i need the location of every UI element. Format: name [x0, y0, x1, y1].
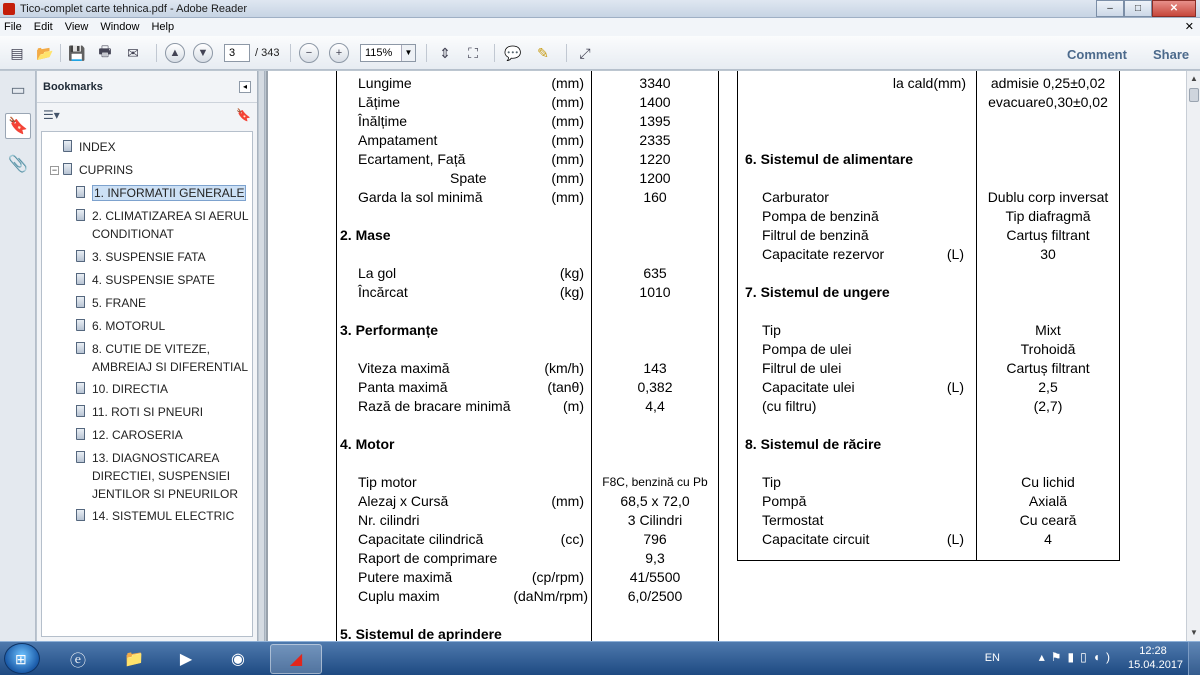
spec-label: la cald(mm)	[892, 75, 966, 91]
spec-value: 9,3	[645, 550, 665, 566]
spec-label: Pompă	[762, 493, 807, 509]
spec-unit: (m)	[563, 398, 584, 414]
spec-value: 1400	[639, 94, 671, 110]
bookmark-icon	[76, 296, 85, 308]
scroll-down-icon[interactable]: ▼	[1190, 628, 1198, 637]
spec-value: 4	[1044, 531, 1052, 547]
chrome-icon[interactable]: ◉	[231, 651, 245, 668]
spec-value: 68,5 x 72,0	[620, 493, 690, 509]
spec-value: 3 Cilindri	[627, 512, 683, 528]
navigation-pane	[0, 71, 36, 641]
spec-label: Tip	[762, 322, 781, 338]
bookmark-motorul[interactable]: 6. MOTORUL	[92, 317, 165, 335]
spec-label: Tip motor	[358, 474, 417, 490]
bookmark-icon	[76, 342, 85, 354]
zoom-select[interactable]	[360, 44, 416, 62]
file-explorer-icon[interactable]: 📁	[124, 651, 144, 668]
spec-label: Înălțime	[358, 113, 408, 129]
spec-value: Cartuș filtrant	[1006, 227, 1090, 243]
system-tray-icons[interactable]: ▴⚑▮▯◖)	[1038, 650, 1116, 664]
spec-value: 1200	[639, 170, 671, 186]
table-border	[718, 71, 719, 641]
page-total: / 343	[255, 47, 280, 59]
close-button[interactable]: ✕	[1152, 0, 1196, 17]
table-border	[737, 560, 1120, 561]
spec-unit: (kg)	[559, 284, 584, 300]
spec-value: 30	[1040, 246, 1056, 262]
spec-label: Capacitate ulei	[762, 379, 855, 395]
spec-label: Termostat	[762, 512, 824, 528]
spec-label: Panta maximă	[358, 379, 448, 395]
zoom-value: 115%	[365, 47, 393, 59]
spec-label: Cuplu maxim	[358, 588, 440, 604]
bookmark-icon	[76, 186, 85, 198]
spec-value: 2,5	[1038, 379, 1058, 395]
spec-label: Filtrul de benzină	[762, 227, 869, 243]
chevron-down-icon: ▼	[401, 45, 415, 61]
spec-unit: (L)	[946, 531, 964, 547]
scroll-up-icon[interactable]: ▲	[1190, 74, 1198, 83]
spec-unit: (L)	[946, 246, 964, 262]
section-heading: 2. Mase	[340, 227, 391, 243]
open-icon[interactable]: 📂	[36, 44, 54, 61]
spec-label: (cu filtru)	[762, 398, 817, 414]
collapse-panel-button[interactable]: ◂	[239, 81, 251, 93]
spec-value: Dublu corp inversat	[987, 189, 1109, 205]
spec-value: Axială	[1028, 493, 1068, 509]
spec-label: Încărcat	[358, 284, 408, 300]
bookmarks-header	[37, 71, 257, 103]
previous-page-button[interactable]	[164, 42, 186, 64]
spec-value: 2335	[639, 132, 671, 148]
bookmark-climatizarea[interactable]: 2. CLIMATIZAREA SI AERUL	[92, 207, 249, 225]
language-indicator[interactable]: EN	[984, 652, 1000, 664]
bookmarks-list	[41, 131, 253, 637]
spec-value: 4,4	[645, 398, 665, 414]
bookmarks-panel	[37, 71, 258, 641]
bookmark-suspensie-fata[interactable]: 3. SUSPENSIE FATA	[92, 248, 206, 266]
spec-value: 1395	[639, 113, 671, 129]
bookmark-icon	[76, 273, 85, 285]
spec-value: 0,382	[637, 379, 673, 395]
expand-icon[interactable]: ⤢	[579, 44, 591, 61]
scroll-thumb[interactable]	[1189, 88, 1199, 102]
spec-value: 6,0/2500	[627, 588, 683, 604]
bookmark-diagnosticarea-line3[interactable]: JENTILOR SI PNEURILOR	[92, 487, 239, 501]
spec-label: Capacitate circuit	[762, 531, 870, 547]
show-desktop-button[interactable]	[1188, 642, 1200, 675]
spec-label: Rază de bracare minimă	[358, 398, 511, 414]
options-menu-icon[interactable]: ☰▾	[43, 108, 60, 122]
bookmark-icon	[76, 509, 85, 521]
bookmark-icon	[76, 250, 85, 262]
spec-value: 1220	[639, 151, 671, 167]
bookmark-climatizarea-line2[interactable]: CONDITIONAT	[92, 227, 174, 241]
bookmark-directia[interactable]: 10. DIRECTIA	[92, 380, 168, 398]
arrow-up-icon: ▲	[165, 43, 185, 63]
spec-unit: (mm)	[551, 113, 584, 129]
spec-label: La gol	[358, 265, 397, 281]
bookmark-diagnosticarea[interactable]: 13. DIAGNOSTICAREA	[92, 449, 219, 467]
spec-label: Capacitate rezervor	[762, 246, 885, 262]
bookmark-caroseria[interactable]: 12. CAROSERIA	[92, 426, 183, 444]
spec-unit: (mm)	[551, 189, 584, 205]
spec-unit: (L)	[946, 379, 964, 395]
section-heading: 3. Performanțe	[340, 322, 439, 338]
spec-unit: (km/h)	[544, 360, 584, 376]
comment-bubble-icon[interactable]: 💬	[504, 44, 522, 61]
spec-value: Cu ceară	[1019, 512, 1077, 528]
spec-value: F8C, benzină cu Pb	[602, 475, 708, 489]
maximize-button[interactable]: □	[1124, 0, 1152, 17]
menu-bar	[0, 18, 1200, 36]
menu-help[interactable]: Help	[151, 21, 175, 33]
spec-label: Spate	[450, 170, 487, 186]
spec-value: 41/5500	[629, 569, 681, 585]
next-page-button[interactable]	[192, 42, 214, 64]
bookmarks-icon[interactable]: 🔖	[5, 113, 31, 139]
menu-file[interactable]: File	[4, 21, 22, 33]
section-heading: 5. Sistemul de aprindere	[340, 626, 502, 641]
document-view[interactable]	[266, 71, 1186, 641]
spec-value: admisie 0,25±0,02	[990, 75, 1106, 91]
bookmarks-tools	[37, 103, 257, 129]
title-bar	[0, 0, 1200, 18]
spec-label: Viteza maximă	[358, 360, 450, 376]
bookmark-icon	[63, 140, 72, 152]
spec-unit: (tanθ)	[547, 379, 584, 395]
table-border	[737, 71, 738, 561]
spec-unit: (mm)	[551, 151, 584, 167]
spec-value: Cu lichid	[1021, 474, 1075, 490]
toolbar	[0, 36, 1200, 70]
spec-unit: (cc)	[560, 531, 584, 547]
menu-window[interactable]: Window	[100, 21, 140, 33]
comment-button[interactable]: Comment	[1067, 47, 1127, 62]
spec-label: Pompa de benzină	[762, 208, 879, 224]
adobe-reader-icon	[3, 3, 15, 15]
spec-label: Carburator	[762, 189, 829, 205]
spec-value: Trohoidă	[1020, 341, 1076, 357]
create-pdf-icon[interactable]: ▤	[10, 44, 24, 61]
spec-label: Pompa de ulei	[762, 341, 852, 357]
start-button[interactable]	[4, 643, 40, 674]
clock-time: 12:28	[1139, 645, 1167, 657]
bookmark-suspensie-spate[interactable]: 4. SUSPENSIE SPATE	[92, 271, 215, 289]
section-heading: 8. Sistemul de răcire	[745, 436, 882, 452]
document-close-icon[interactable]: ✕	[1184, 21, 1194, 33]
bookmark-icon	[63, 163, 72, 175]
media-player-icon[interactable]: ▶	[179, 651, 193, 668]
spec-value: 796	[643, 531, 667, 547]
spec-value: Tip diafragmă	[1005, 208, 1091, 224]
plus-icon: +	[329, 43, 349, 63]
bookmark-frane[interactable]: 5. FRANE	[92, 294, 146, 312]
bookmark-icon	[76, 428, 85, 440]
share-button[interactable]: Share	[1153, 47, 1190, 62]
menu-edit[interactable]: Edit	[33, 21, 53, 33]
table-border	[1119, 71, 1120, 561]
bookmark-index[interactable]: INDEX	[79, 138, 116, 156]
spec-label: Ampatament	[358, 132, 438, 148]
table-border	[336, 71, 337, 641]
spec-value: Cartuș filtrant	[1006, 360, 1090, 376]
email-icon[interactable]: ✉	[127, 44, 139, 61]
page-number-input[interactable]: 3	[224, 44, 250, 62]
zoom-in-button[interactable]	[328, 42, 350, 64]
spec-unit: (mm)	[551, 132, 584, 148]
spec-unit: (mm)	[551, 493, 584, 509]
spec-value: 1010	[639, 284, 671, 300]
spec-label: Lățime	[358, 94, 401, 110]
bookmark-icon	[76, 405, 85, 417]
bookmark-informatii-generale[interactable]: 1. INFORMATII GENERALE	[92, 184, 246, 202]
spec-value: evacuare0,30±0,02	[988, 94, 1108, 110]
bookmarks-title: Bookmarks	[43, 81, 103, 93]
spec-value: 3340	[639, 75, 671, 91]
spec-label: Lungime	[358, 75, 412, 91]
minimize-button[interactable]: –	[1096, 0, 1124, 17]
minus-icon: −	[299, 43, 319, 63]
spec-label: Garda la sol minimă	[358, 189, 483, 205]
bookmark-icon	[76, 319, 85, 331]
spec-label: Putere maximă	[358, 569, 453, 585]
spec-value: 635	[643, 265, 667, 281]
arrow-down-icon: ▼	[193, 43, 213, 63]
spec-label: Alezaj x Cursă	[358, 493, 449, 509]
taskbar	[0, 641, 1200, 675]
clock[interactable]	[1128, 644, 1184, 672]
clock-date: 15.04.2017	[1128, 659, 1184, 671]
internet-explorer-icon[interactable]: ⓔ	[69, 652, 86, 670]
bookmark-icon	[76, 382, 85, 394]
bookmark-icon	[76, 209, 85, 221]
spec-unit: (cp/rpm)	[531, 569, 584, 585]
section-heading: 6. Sistemul de alimentare	[745, 151, 914, 167]
window-title: Tico-complet carte tehnica.pdf - Adobe Reader	[20, 3, 248, 15]
spec-value: 160	[643, 189, 667, 205]
bookmark-icon	[76, 451, 85, 463]
spec-label: Raport de comprimare	[358, 550, 498, 566]
bookmark-diagnosticarea-line2[interactable]: DIRECTIEI, SUSPENSIEI	[92, 469, 231, 483]
menu-view[interactable]: View	[64, 21, 89, 33]
spec-value: (2,7)	[1033, 398, 1063, 414]
spec-unit: (mm)	[551, 94, 584, 110]
spec-unit: (daNm/rpm)	[513, 588, 588, 604]
spec-label: Nr. cilindri	[358, 512, 420, 528]
spec-label: Filtrul de ulei	[762, 360, 842, 376]
section-heading: 4. Motor	[340, 436, 395, 452]
spec-label: Tip	[762, 474, 781, 490]
spec-unit: (kg)	[559, 265, 584, 281]
fit-page-icon[interactable]: ⇕	[439, 44, 451, 61]
vertical-scrollbar[interactable]	[1186, 71, 1200, 641]
windows-logo-icon: ⊞	[15, 651, 27, 667]
print-icon[interactable]: 🖶	[98, 43, 112, 59]
spec-value: 143	[643, 360, 667, 376]
section-heading: 7. Sistemul de ungere	[745, 284, 890, 300]
highlight-icon[interactable]: ✎	[537, 44, 549, 61]
spec-unit: (mm)	[551, 75, 584, 91]
pdf-page	[266, 71, 1186, 641]
spec-label: Capacitate cilindrică	[358, 531, 484, 547]
fit-width-icon[interactable]: ⛶	[468, 44, 478, 61]
zoom-out-button[interactable]	[298, 42, 320, 64]
attachments-icon[interactable]: 📎	[8, 156, 28, 173]
bookmark-sistemul-electric[interactable]: 14. SISTEMUL ELECTRIC	[92, 507, 234, 525]
bookmark-cuprins[interactable]: − CUPRINS	[51, 163, 134, 177]
save-icon[interactable]: 💾	[68, 44, 86, 61]
bookmark-cutie-viteze[interactable]: 8. CUTIE DE VITEZE,	[92, 340, 210, 358]
spec-unit: (mm)	[551, 170, 584, 186]
spec-value: Mixt	[1035, 322, 1061, 338]
tree-collapse-icon[interactable]: −	[51, 165, 58, 175]
find-bookmark-icon[interactable]: 🔖	[236, 108, 251, 122]
window-controls	[1096, 0, 1196, 18]
page-thumbnails-icon[interactable]: ▭	[10, 82, 26, 99]
bookmark-cutie-viteze-line2[interactable]: AMBREIAJ SI DIFERENTIAL	[92, 360, 249, 374]
spec-label: Ecartament, Față	[358, 151, 466, 167]
bookmark-roti-pneuri[interactable]: 11. ROTI SI PNEURI	[92, 403, 203, 421]
adobe-reader-task-icon[interactable]: ◢	[270, 644, 322, 674]
panel-splitter[interactable]	[259, 71, 265, 641]
